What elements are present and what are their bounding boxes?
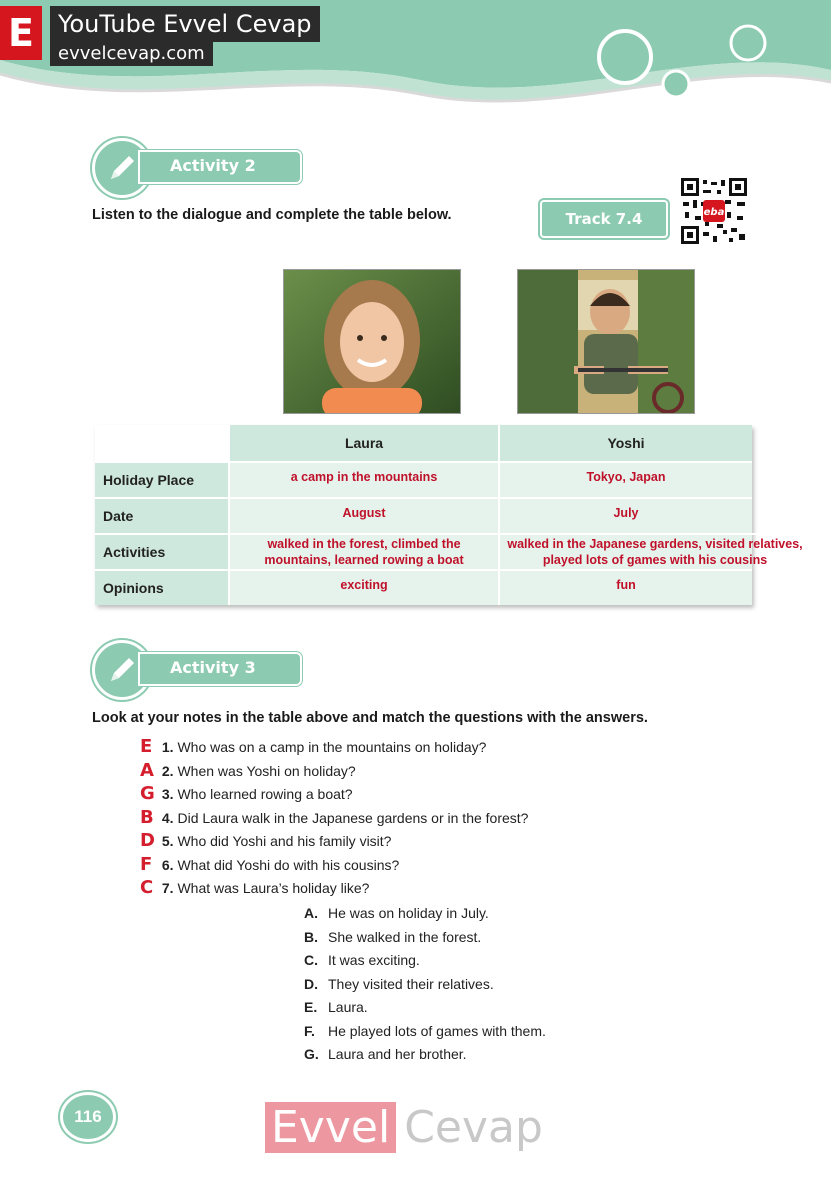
cell-laura-opinions: exciting (230, 569, 500, 605)
question-answer: D (140, 830, 155, 851)
list-item: G. Laura and her brother. (304, 1046, 467, 1062)
svg-text:eba: eba (703, 207, 725, 218)
row-header-opinions: Opinions (95, 569, 230, 605)
cell-laura-holiday-place: a camp in the mountains (230, 461, 500, 497)
row-header-date: Date (95, 497, 230, 533)
question-answer: G (140, 783, 155, 804)
brand-url[interactable]: evvelcevap.com (50, 42, 213, 66)
cell-laura-activities: walked in the forest, climbed the mountains, learned rowing a boat (230, 533, 500, 569)
activity-3-instruction: Look at your notes in the table above and match the questions with the answers. (92, 710, 648, 726)
list-item: C 7. What was Laura’s holiday like? (140, 877, 370, 898)
cell-yoshi-date: July (500, 497, 752, 533)
list-item: E. Laura. (304, 999, 368, 1015)
qr-code-icon[interactable] (681, 178, 747, 244)
cell-yoshi-activities: walked in the Japanese gardens, visited relatives, played lots of games with his cousins (500, 533, 810, 569)
row-header-activities: Activities (95, 533, 230, 569)
question-list (140, 736, 528, 901)
list-item: D 5. Who did Yoshi and his family visit? (140, 830, 392, 851)
question-answer: E (140, 736, 153, 757)
activity-3-banner (92, 640, 312, 696)
row-header-holiday-place: Holiday Place (95, 461, 230, 497)
laura-photo (283, 269, 461, 414)
activity-2-instruction: Listen to the dialogue and complete the table below. (92, 207, 452, 223)
cell-laura-date: August (230, 497, 500, 533)
footer-watermark: Evvel Cevap (265, 1102, 543, 1153)
notes-table (95, 425, 803, 605)
activity-2-label: Activity 2 (170, 156, 256, 175)
list-item: B 4. Did Laura walk in the Japanese gardens or in the forest? (140, 806, 529, 828)
cell-yoshi-holiday-place: Tokyo, Japan (500, 461, 752, 497)
page-number: 116 (60, 1092, 116, 1142)
list-item: F. He played lots of games with them. (304, 1022, 546, 1039)
list-item: B. She walked in the forest. (304, 928, 482, 945)
question-answer: F (140, 853, 153, 875)
list-item: A. He was on holiday in July. (304, 905, 489, 921)
list-item: D. They visited their relatives. (304, 975, 494, 992)
question-answer: C (140, 877, 154, 898)
activity-2-banner (92, 138, 312, 194)
list-item: G 3. Who learned rowing a boat? (140, 783, 353, 804)
track-button[interactable]: Track 7.4 (540, 200, 668, 238)
question-answer: A (140, 759, 154, 781)
list-item: E 1. Who was on a camp in the mountains on holiday? (140, 736, 487, 757)
list-item: A 2. When was Yoshi on holiday? (140, 759, 356, 781)
cell-yoshi-opinions: fun (500, 569, 752, 605)
question-answer: B (140, 806, 154, 828)
brand-badge: E (0, 6, 42, 60)
answer-list (304, 905, 546, 1070)
list-item: C. It was exciting. (304, 952, 420, 968)
yoshi-photo (517, 269, 695, 414)
activity-3-label: Activity 3 (170, 658, 256, 677)
list-item: F 6. What did Yoshi do with his cousins? (140, 853, 400, 875)
col-header-laura: Laura (230, 425, 500, 461)
col-header-yoshi: Yoshi (500, 425, 752, 461)
brand-title[interactable]: YouTube Evvel Cevap (50, 6, 320, 42)
